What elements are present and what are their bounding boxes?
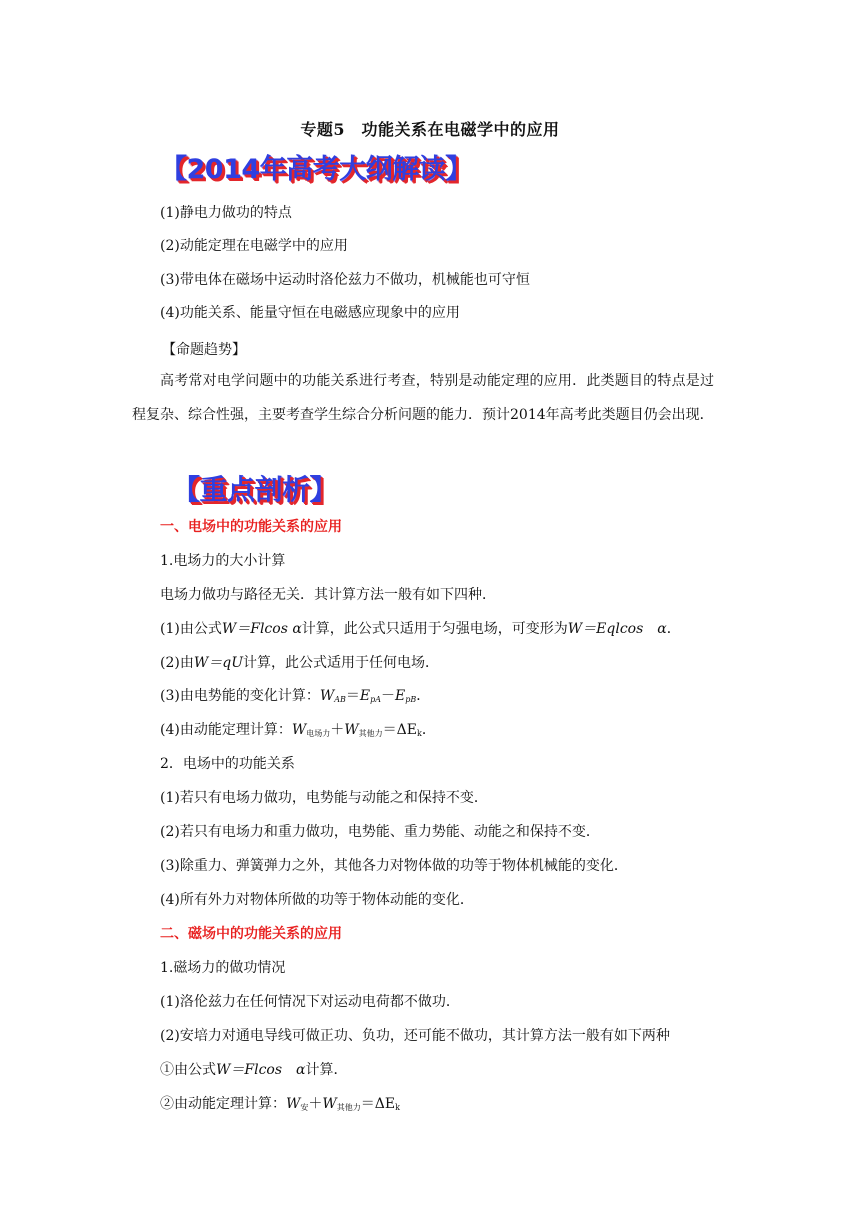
trend-paragraph: 高考常对电学问题中的功能关系进行考查，特别是动能定理的应用．此类题目的特点是过程复杂、综合性强，主要考查学生综合分析问题的能力．预计2014年高考此类题目仍会出现． [132,373,714,423]
formula: W＝qU [193,655,243,671]
method-2: (2)由W＝qU计算，此公式适用于任何电场． [160,655,439,671]
section2-point: (2)安培力对通电导线可做正功、负功，还可能不做功，其计算方法一般有如下两种 [160,1028,670,1044]
relation-item: (2)若只有电场力和重力做功，电势能、重力势能、动能之和保持不变． [160,824,600,840]
calc-method-2: ②由动能定理计算：$W_安+W_{其他力}=\Delta E_k$ [160,1096,400,1112]
banner-key-analysis: 【重点剖析】 [172,473,338,506]
section1-heading: 一、电场中的功能关系的应用 [160,519,342,535]
relation-item: (4)所有外力对物体所做的功等于物体动能的变化． [160,892,474,908]
outline-item: (2)动能定理在电磁学中的应用 [160,238,348,254]
formula: W＝Flcos α [216,1062,306,1078]
outline-item: (3)带电体在磁场中运动时洛伦兹力不做功，机械能也可守恒 [160,272,530,288]
section2-heading: 二、磁场中的功能关系的应用 [160,926,342,942]
method-4: (4)由动能定理计算：$W_{电场力}+W_{其他力}=\Delta E_k$． [160,722,436,738]
calc-method-1: ①由公式W＝Flcos α计算． [160,1062,348,1078]
outline-item: (4)功能关系、能量守恒在电磁感应现象中的应用 [160,305,460,321]
method-1: (1)由公式W＝Flcos α计算，此公式只适用于匀强电场，可变形为W＝Eqlcos α． [160,621,681,637]
relation-item: (1)若只有电场力做功，电势能与动能之和保持不变． [160,790,488,806]
formula: W＝Flcos α [221,621,302,637]
section1-intro: 电场力做功与路径无关．其计算方法一般有如下四种． [160,587,496,603]
section2-point: (1)洛伦兹力在任何情况下对运动电荷都不做功． [160,994,460,1010]
trend-label: 【命题趋势】 [162,342,246,358]
method-3: (3)由电势能的变化计算：$W_{AB}=E_{pA}-E_{pB}$． [160,688,431,704]
section1-sub1: 1.电场力的大小计算 [160,553,286,569]
outline-item: (1)静电力做功的特点 [160,205,292,221]
page-title: 专题5 功能关系在电磁学中的应用 [300,120,560,139]
banner-exam-outline: 【2014年高考大纲解读】 [160,154,472,185]
section1-sub2: 2．电场中的功能关系 [160,756,295,772]
section2-sub1: 1.磁场力的做功情况 [160,960,286,976]
formula: W＝Eqlcos α [567,621,667,637]
relation-item: (3)除重力、弹簧弹力之外，其他各力对物体做的功等于物体机械能的变化． [160,858,628,874]
